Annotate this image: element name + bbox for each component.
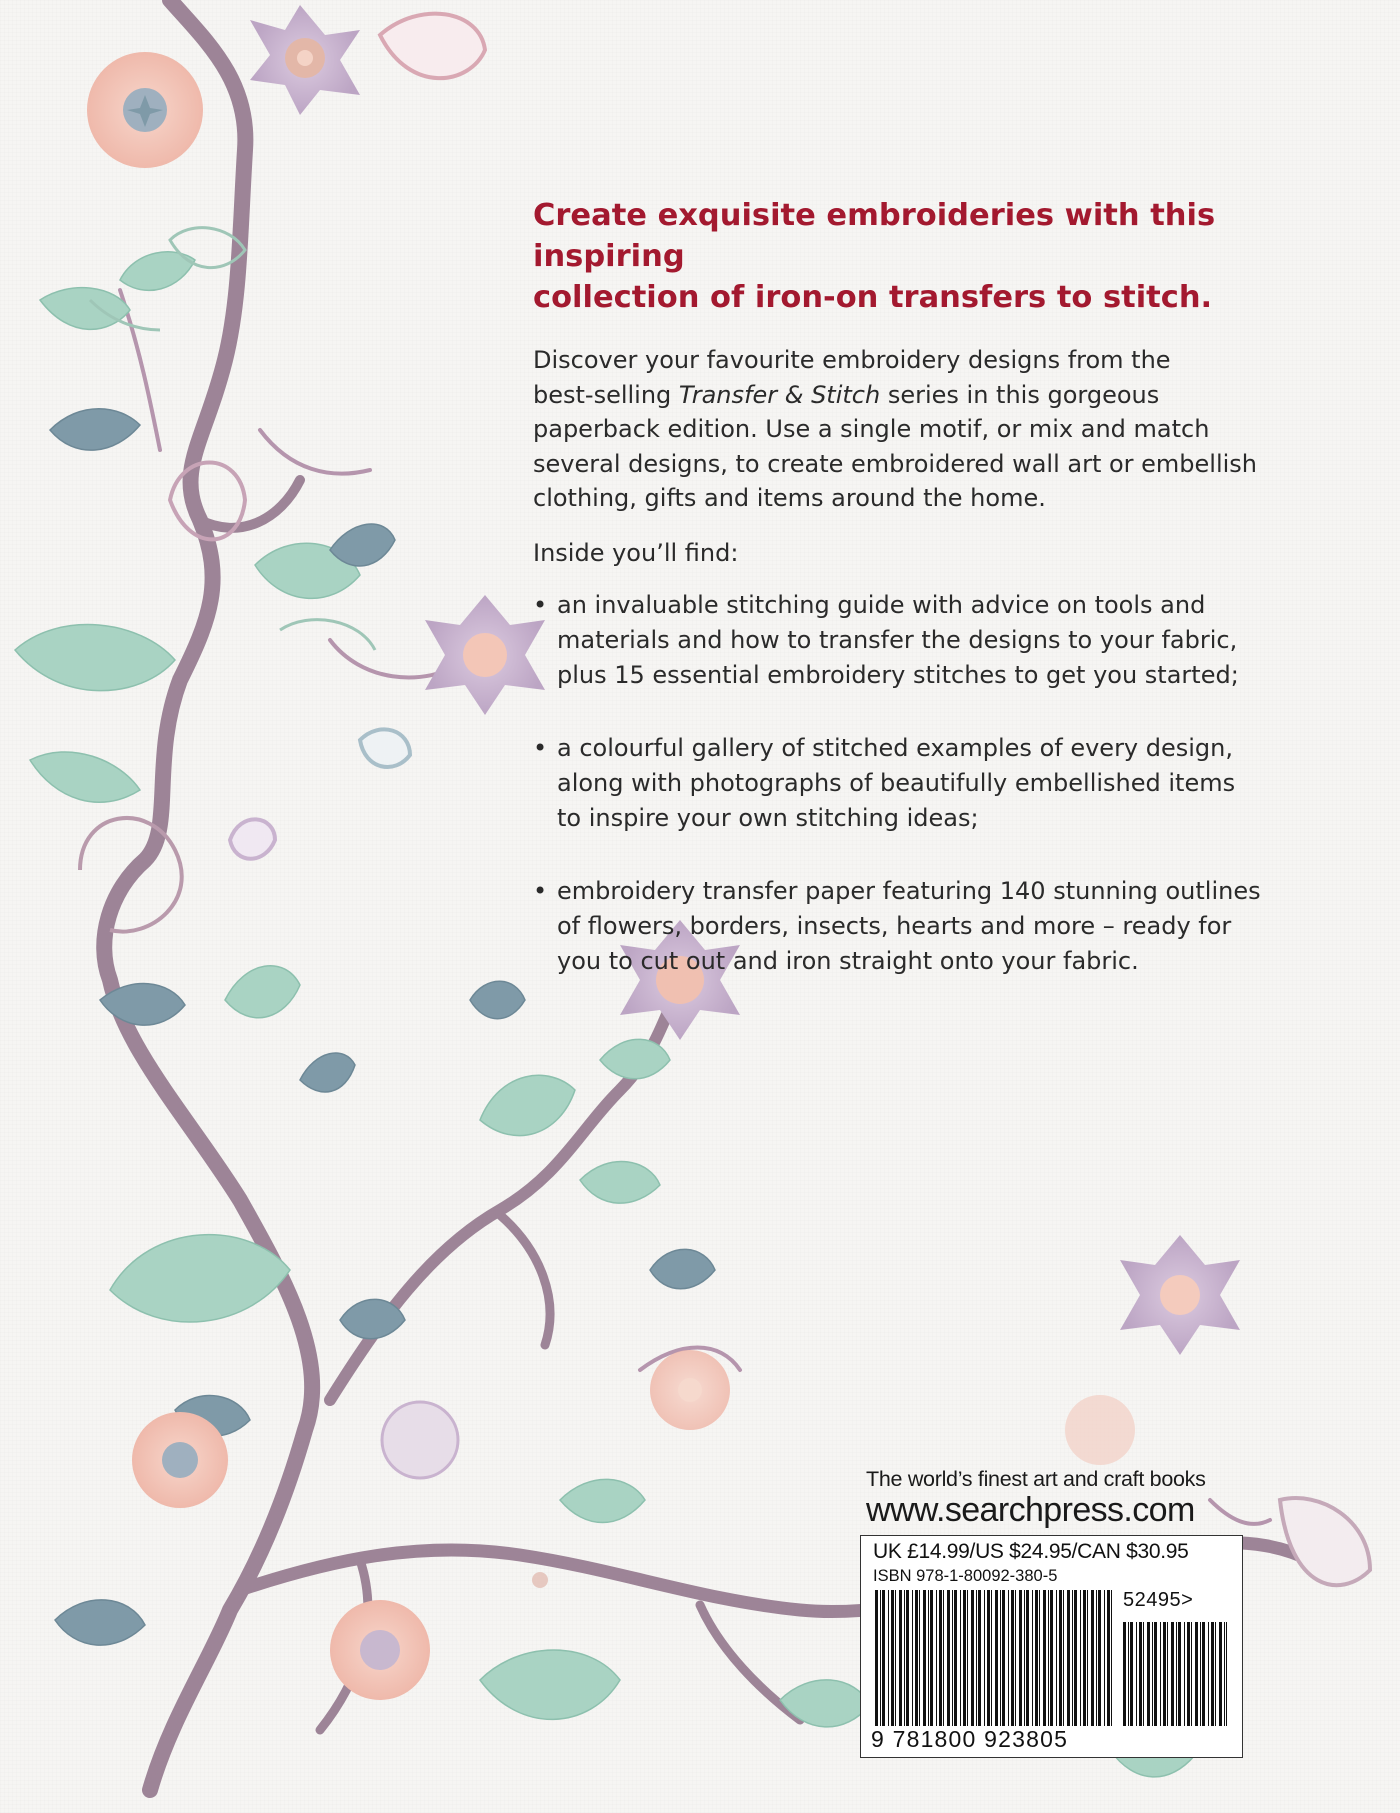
intro-paragraph bbox=[533, 343, 1323, 516]
barcode-bar bbox=[919, 1590, 920, 1726]
barcode-bar bbox=[1184, 1622, 1185, 1726]
intro-line: clothing, gifts and items around the home. bbox=[533, 484, 1046, 512]
barcode-bar bbox=[1035, 1590, 1038, 1726]
barcode-bar bbox=[967, 1590, 968, 1726]
barcode-bar bbox=[1026, 1590, 1029, 1726]
barcode-bar bbox=[899, 1590, 902, 1726]
list-item bbox=[533, 588, 1323, 693]
barcode-bar bbox=[1072, 1590, 1073, 1726]
barcode-bar bbox=[1191, 1622, 1192, 1726]
list-item-line: embroidery transfer paper featuring 140 stunning outlines bbox=[557, 877, 1261, 905]
barcode-bar bbox=[880, 1590, 881, 1726]
barcode-bar bbox=[1211, 1622, 1214, 1726]
barcode-bar bbox=[912, 1590, 913, 1726]
list-item-line: you to cut out and iron straight onto your fabric. bbox=[557, 947, 1139, 975]
list-item-line: materials and how to transfer the designs to your fabric, bbox=[557, 626, 1238, 654]
barcode-panel bbox=[860, 1535, 1243, 1758]
barcode-bar bbox=[1176, 1622, 1177, 1726]
price-label: UK £14.99/US $24.95/CAN $30.95 bbox=[873, 1540, 1189, 1563]
barcode-bar bbox=[1147, 1622, 1150, 1726]
barcode-bar bbox=[1208, 1622, 1209, 1726]
list-item-line: an invaluable stitching guide with advice on tools and bbox=[557, 591, 1206, 619]
list-item-line: a colourful gallery of stitched examples of every design, bbox=[557, 734, 1234, 762]
price-addon-code: 52495> bbox=[1123, 1589, 1194, 1611]
barcode-bar bbox=[891, 1590, 894, 1726]
barcode-bar bbox=[888, 1590, 889, 1726]
barcode-bar bbox=[971, 1590, 974, 1726]
headline-line: collection of iron-on transfers to stitch. bbox=[533, 280, 1213, 315]
barcode-bar bbox=[1111, 1590, 1112, 1726]
barcode-bar bbox=[1096, 1590, 1097, 1726]
barcode-bar bbox=[1224, 1622, 1225, 1726]
barcode-bar bbox=[875, 1590, 878, 1726]
barcode-bar bbox=[1226, 1622, 1227, 1726]
barcode-bar bbox=[1178, 1622, 1181, 1726]
barcode-bar bbox=[904, 1590, 905, 1726]
barcode-bar bbox=[987, 1590, 990, 1726]
list-item-line: along with photographs of beautifully embellished items bbox=[557, 769, 1236, 797]
barcode-bar bbox=[1015, 1590, 1016, 1726]
barcode-bar bbox=[1043, 1590, 1046, 1726]
intro-line: Discover your favourite embroidery designs from the bbox=[533, 346, 1171, 374]
barcode-bar bbox=[1087, 1590, 1088, 1726]
barcode-bar bbox=[1091, 1590, 1094, 1726]
feature-list bbox=[533, 588, 1323, 979]
intro-line: paperback edition. Use a single motif, or mix and match bbox=[533, 415, 1210, 443]
barcode-bar bbox=[1152, 1622, 1153, 1726]
barcode-bar bbox=[1104, 1590, 1105, 1726]
addon-barcode-icon bbox=[1123, 1622, 1227, 1726]
barcode-bar bbox=[1160, 1622, 1161, 1726]
bullet-icon: • bbox=[533, 591, 548, 619]
barcode-bar bbox=[1130, 1622, 1133, 1726]
ean-barcode-icon bbox=[875, 1590, 1115, 1726]
barcode-bar bbox=[1136, 1622, 1137, 1726]
barcode-bar bbox=[1215, 1622, 1216, 1726]
barcode-bar bbox=[1107, 1590, 1110, 1726]
barcode-bar bbox=[1139, 1622, 1142, 1726]
publisher-tagline: The world’s finest art and craft books bbox=[866, 1467, 1206, 1491]
barcode-bar bbox=[882, 1590, 885, 1726]
barcode-bar bbox=[995, 1590, 998, 1726]
barcode-bar bbox=[928, 1590, 929, 1726]
barcode-bar bbox=[936, 1590, 937, 1726]
intro-line bbox=[533, 378, 1323, 413]
barcode-bar bbox=[978, 1590, 981, 1726]
barcode-bar bbox=[1067, 1590, 1070, 1726]
barcode-bar bbox=[1008, 1590, 1009, 1726]
barcode-bar bbox=[963, 1590, 966, 1726]
barcode-bar bbox=[1123, 1622, 1126, 1726]
barcode-bar bbox=[1063, 1590, 1064, 1726]
barcode-bar bbox=[947, 1590, 950, 1726]
barcode-bar bbox=[1050, 1590, 1053, 1726]
headline-line: Create exquisite embroideries with this inspiring bbox=[533, 198, 1216, 274]
list-item-line: plus 15 essential embroidery stitches to get you started; bbox=[557, 661, 1239, 689]
publisher-website[interactable]: www.searchpress.com bbox=[866, 1491, 1195, 1529]
barcode-bar bbox=[1187, 1622, 1190, 1726]
ean-number: 9 781800 923805 bbox=[871, 1726, 1069, 1752]
series-title: Transfer & Stitch bbox=[678, 380, 881, 409]
bullet-icon: • bbox=[533, 734, 548, 762]
barcode-bar bbox=[1083, 1590, 1086, 1726]
barcode-bar bbox=[1032, 1590, 1033, 1726]
barcode-bar bbox=[1019, 1590, 1022, 1726]
barcode-bar bbox=[1039, 1590, 1040, 1726]
barcode-bar bbox=[906, 1590, 909, 1726]
barcode-bar bbox=[1048, 1590, 1049, 1726]
barcode-bar bbox=[1202, 1622, 1205, 1726]
isbn-label: ISBN 978-1-80092-380-5 bbox=[873, 1567, 1058, 1585]
barcode-bar bbox=[915, 1590, 918, 1726]
barcode-bar bbox=[1011, 1590, 1014, 1726]
barcode-bar bbox=[952, 1590, 953, 1726]
barcode-bar bbox=[1219, 1622, 1222, 1726]
barcode-bar bbox=[895, 1590, 896, 1726]
inside-heading: Inside you’ll find: bbox=[533, 538, 739, 567]
barcode-bar bbox=[1200, 1622, 1201, 1726]
headline bbox=[533, 195, 1323, 318]
intro-text: series in this gorgeous bbox=[880, 380, 1160, 409]
barcode-bar bbox=[1002, 1590, 1005, 1726]
barcode-bar bbox=[1056, 1590, 1057, 1726]
intro-text: best-selling bbox=[533, 380, 679, 409]
barcode-bar bbox=[1000, 1590, 1001, 1726]
barcode-bar bbox=[1074, 1590, 1077, 1726]
list-item bbox=[533, 874, 1323, 979]
barcode-bar bbox=[1163, 1622, 1166, 1726]
barcode-bar bbox=[1128, 1622, 1129, 1726]
list-item-line: of flowers, borders, insects, hearts and more – ready for bbox=[557, 912, 1232, 940]
bullet-icon: • bbox=[533, 877, 548, 905]
barcode-bar bbox=[976, 1590, 977, 1726]
barcode-bar bbox=[923, 1590, 926, 1726]
barcode-bar bbox=[991, 1590, 992, 1726]
barcode-bar bbox=[1171, 1622, 1174, 1726]
barcode-bar bbox=[930, 1590, 933, 1726]
barcode-bar bbox=[954, 1590, 957, 1726]
barcode-bar bbox=[960, 1590, 961, 1726]
barcode-bar bbox=[1195, 1622, 1198, 1726]
barcode-bar bbox=[984, 1590, 985, 1726]
intro-line: several designs, to create embroidered wall art or embellish bbox=[533, 449, 1258, 478]
barcode-bar bbox=[1098, 1590, 1101, 1726]
back-cover-copy bbox=[533, 195, 1323, 1017]
publisher-promo bbox=[866, 1467, 1252, 1528]
barcode-bar bbox=[1059, 1590, 1062, 1726]
barcode-bar bbox=[939, 1590, 942, 1726]
barcode-bar bbox=[1143, 1622, 1144, 1726]
list-item bbox=[533, 731, 1323, 836]
list-item-line: to inspire your own stitching ideas; bbox=[557, 804, 979, 832]
barcode-bar bbox=[1080, 1590, 1081, 1726]
barcode-bar bbox=[1167, 1622, 1168, 1726]
barcode-bar bbox=[1024, 1590, 1025, 1726]
barcode-bar bbox=[1154, 1622, 1157, 1726]
barcode-bar bbox=[943, 1590, 944, 1726]
